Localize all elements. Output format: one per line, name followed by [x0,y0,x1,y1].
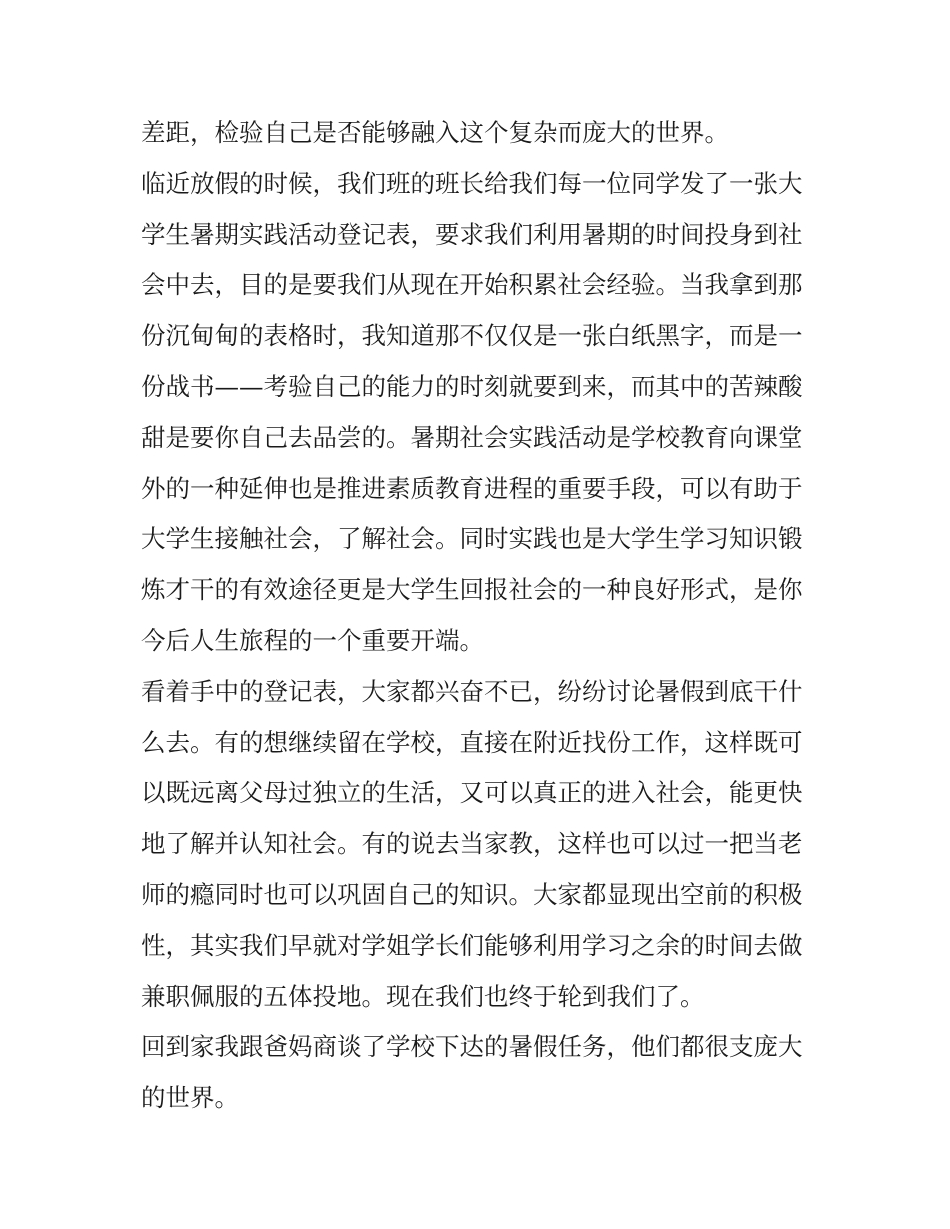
text-line: 师的瘾同时也可以巩固自己的知识。大家都显现出空前的积极 [141,879,803,909]
body-text [141,108,813,1124]
text-line: 看着手中的登记表，大家都兴奋不已，纷纷讨论暑假到底干什 [141,676,803,706]
text-line: 兼职佩服的五体投地。现在我们也终于轮到我们了。 [141,981,705,1011]
text-line: 差距，检验自己是否能够融入这个复杂而庞大的世界。 [141,118,729,147]
text-line: 学生暑期实践活动登记表，要求我们利用暑期的时间投身到社 [141,219,803,249]
text-line: 份战书——考验自己的能力的时刻就要到来，而其中的苦辣酸 [141,371,803,401]
text-line: 份沉甸甸的表格时，我知道那不仅仅是一张白纸黑字，而是一 [141,321,803,351]
text-line: 的世界。 [141,1083,239,1113]
text-line: 大学生接触社会，了解社会。同时实践也是大学生学习知识锻 [141,524,803,554]
text-line: 甜是要你自己去品尝的。暑期社会实践活动是学校教育向课堂 [141,422,803,452]
text-line: 地了解并认知社会。有的说去当家教，这样也可以过一把当老 [141,829,803,859]
text-line: 临近放假的时候，我们班的班长给我们每一位同学发了一张大 [141,168,803,198]
text-line: 会中去，目的是要我们从现在开始积累社会经验。当我拿到那 [141,270,803,300]
text-line: 么去。有的想继续留在学校，直接在附近找份工作，这样既可 [141,727,803,757]
text-line: 回到家我跟爸妈商谈了学校下达的暑假任务，他们都很支庞大 [141,1032,803,1062]
text-line: 今后人生旅程的一个重要开端。 [141,625,484,655]
text-line: 性，其实我们早就对学姐学长们能够利用学习之余的时间去做 [141,930,803,960]
text-line: 炼才干的有效途径更是大学生回报社会的一种良好形式，是你 [141,575,803,605]
text-line: 外的一种延伸也是推进素质教育进程的重要手段，可以有助于 [141,473,803,503]
text-line: 以既远离父母过独立的生活，又可以真正的进入社会，能更快 [141,778,803,808]
